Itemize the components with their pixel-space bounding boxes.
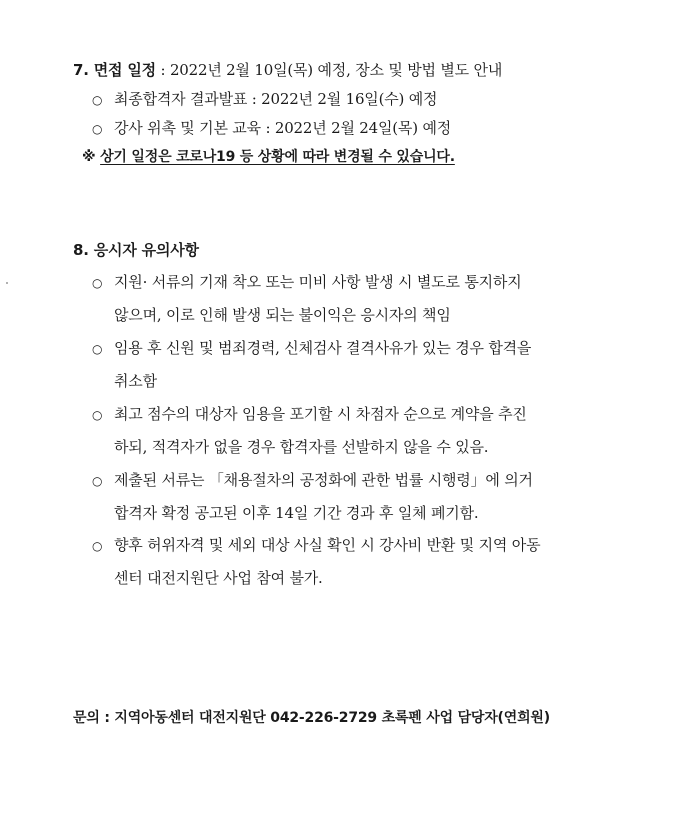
instructor-training: 강사 위촉 및 기본 교육 : 2022년 2월 24일(목) 예정 xyxy=(114,119,452,137)
stray-dot xyxy=(6,282,8,284)
list-item xyxy=(92,118,451,139)
list-item xyxy=(92,470,533,491)
list-item xyxy=(92,89,437,110)
item-line: 제출된 서류는 「채용절차의 공정화에 관한 법률 시행령」에 의거 xyxy=(114,471,533,489)
item-line: 지원· 서류의 기재 착오 또는 미비 사항 발생 시 별도로 통지하지 xyxy=(114,273,522,291)
list-item xyxy=(92,535,540,556)
item-line: 임용 후 신원 및 범죄경력, 신체검사 결격사유가 있는 경우 합격을 xyxy=(114,339,532,357)
section8-heading-line xyxy=(73,240,199,260)
contact-info: 문의 : 지역아동센터 대전지원단 042-226-2729 초록펜 사업 담당자(연희원) xyxy=(73,710,550,726)
final-result-announcement: 최종합격자 결과발표 : 2022년 2월 16일(수) 예정 xyxy=(114,90,438,108)
section7-schedule: : 2022년 2월 10일(목) 예정, 장소 및 방법 별도 안내 xyxy=(155,61,503,79)
item-continuation: 않으며, 이로 인해 발생 되는 불이익은 응시자의 책임 xyxy=(114,306,451,324)
circle-bullet-icon: ○ xyxy=(92,276,103,290)
schedule-change-note xyxy=(82,147,455,167)
list-item xyxy=(92,404,527,425)
circle-bullet-icon: ○ xyxy=(92,408,103,422)
list-item xyxy=(92,272,522,293)
item-line: 최고 점수의 대상자 임용을 포기할 시 차점자 순으로 계약을 추진 xyxy=(114,405,527,423)
item-continuation: 합격자 확정 공고된 이후 14일 기간 경과 후 일체 폐기함. xyxy=(114,504,479,522)
circle-bullet-icon: ○ xyxy=(92,342,103,356)
section8-heading: 8. 응시자 유의사항 xyxy=(73,241,199,259)
section7-heading-line xyxy=(73,60,502,80)
item-line: 향후 허위자격 및 세외 대상 사실 확인 시 강사비 반환 및 지역 아동 xyxy=(114,536,541,554)
circle-bullet-icon: ○ xyxy=(92,474,103,488)
circle-bullet-icon: ○ xyxy=(92,122,103,136)
note-text: 상기 일정은 코로나19 등 상황에 따라 변경될 수 있습니다. xyxy=(100,149,455,165)
item-continuation: 센터 대전지원단 사업 참여 불가. xyxy=(114,569,323,587)
list-item xyxy=(92,338,531,359)
section7-heading: 7. 면접 일정 xyxy=(73,61,156,79)
reference-mark-icon: ※ xyxy=(82,149,96,165)
circle-bullet-icon: ○ xyxy=(92,93,103,107)
item-continuation: 취소함 xyxy=(114,372,157,390)
item-continuation: 하되, 적격자가 없을 경우 합격자를 선발하지 않을 수 있음. xyxy=(114,438,489,456)
circle-bullet-icon: ○ xyxy=(92,539,103,553)
